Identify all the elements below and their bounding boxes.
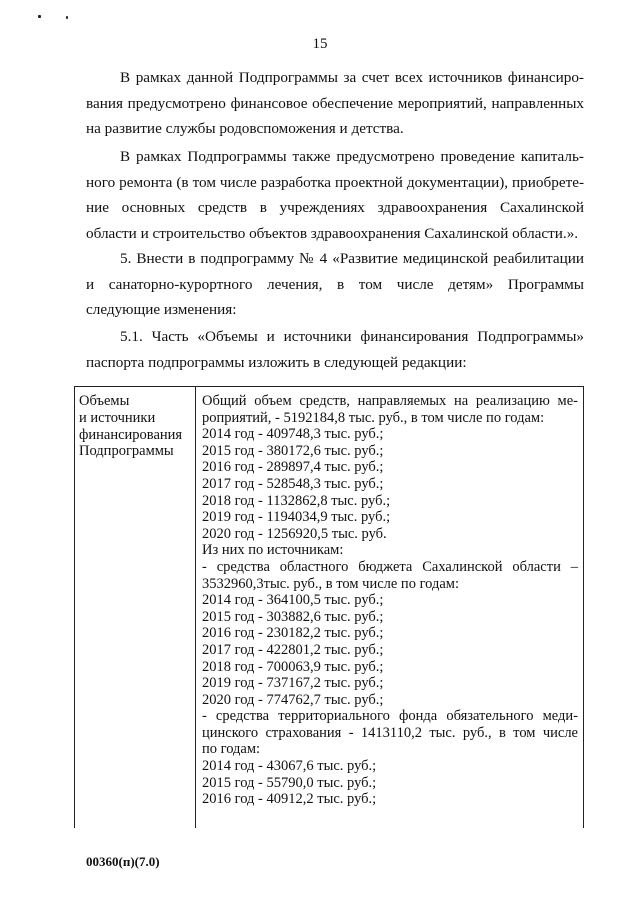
passport-label-cell — [75, 387, 196, 828]
regional-year-line: 2020 год - 774762,7 тыс. руб.; — [202, 691, 384, 708]
regional-year-line: 2019 год - 737167,2 тыс. руб.; — [202, 675, 384, 692]
paragraph-3: 5. Внести в подпрограмму № 4 «Развитие медицинской реабилитации и санаторно-курортного лечения, в том числе детям» Программы следующие изменения: — [86, 250, 584, 318]
passport-value-cell — [196, 387, 583, 828]
fund-year-line: 2015 год - 55790,0 тыс. руб.; — [202, 774, 377, 791]
insurance-fund-line: - средства территориального фонда обязательного меди- — [202, 708, 578, 725]
label-line: Подпрограммы — [79, 443, 174, 460]
fund-year-line: 2014 год - 43067,6 тыс. руб.; — [202, 758, 377, 775]
regional-year-line: 2017 год - 422801,2 тыс. руб.; — [202, 641, 384, 658]
paragraph-4: 5.1. Часть «Объемы и источники финансирования Подпрограммы» паспорта подпрограммы изложить в следующей редакции: — [86, 328, 584, 371]
regional-year-line: 2018 год - 700063,9 тыс. руб.; — [202, 658, 384, 675]
label-line: финансирования — [79, 426, 183, 443]
total-year-line: 2014 год - 409748,3 тыс. руб.; — [202, 426, 384, 443]
insurance-fund-line: цинского страхования - 1413110,2 тыс. руб., в том числе — [202, 724, 578, 741]
regional-budget-line: 3532960,3тыс. руб., в том числе по годам: — [202, 575, 460, 592]
fund-year-line: 2016 год - 40912,2 тыс. руб.; — [202, 791, 377, 808]
label-line: Объемы — [79, 393, 130, 409]
paragraph-2: В рамках Подпрограммы также предусмотрено проведение капиталь-ного ремонта (в том числе разработка проектной документации), приобрете-ние основных средств в учреждениях здравоохранения Сахалинской области и строительство объектов здравоохранения Сахалинской области.». — [86, 148, 584, 242]
regional-year-line: 2015 год - 303882,6 тыс. руб.; — [202, 608, 384, 625]
funding-intro-line: Общий объем средств, направляемых на реализацию ме- — [202, 393, 578, 409]
total-year-line: 2015 год - 380172,6 тыс. руб.; — [202, 442, 384, 459]
paragraph-1: В рамках данной Подпрограммы за счет всех источников финансиро-вания предусмотрено финансовое обеспечение мероприятий, направленных на развитие службы родовспоможения и детства. — [86, 69, 584, 137]
total-year-line: 2016 год - 289897,4 тыс. руб.; — [202, 459, 384, 476]
funding-intro-line: роприятий, - 5192184,8 тыс. руб., в том числе по годам: — [202, 409, 545, 426]
regional-year-line: 2014 год - 364100,5 тыс. руб.; — [202, 592, 384, 609]
total-year-line: 2020 год - 1256920,5 тыс. руб. — [202, 525, 387, 542]
regional-budget-line: - средства областного бюджета Сахалинской области – — [202, 558, 578, 575]
document-code: 00360(п)(7.0) — [86, 854, 160, 869]
sources-heading: Из них по источникам: — [202, 542, 344, 559]
insurance-fund-line: по годам: — [202, 741, 261, 758]
scan-speck — [66, 16, 68, 19]
total-year-line: 2017 год - 528548,3 тыс. руб.; — [202, 475, 384, 492]
passport-table — [74, 386, 584, 828]
label-line: и источники — [79, 409, 156, 426]
total-year-line: 2018 год - 1132862,8 тыс. руб.; — [202, 492, 391, 509]
scan-speck — [38, 15, 41, 18]
total-year-line: 2019 год - 1194034,9 тыс. руб.; — [202, 509, 391, 526]
page-number: 15 — [312, 36, 328, 52]
regional-year-line: 2016 год - 230182,2 тыс. руб.; — [202, 625, 384, 642]
